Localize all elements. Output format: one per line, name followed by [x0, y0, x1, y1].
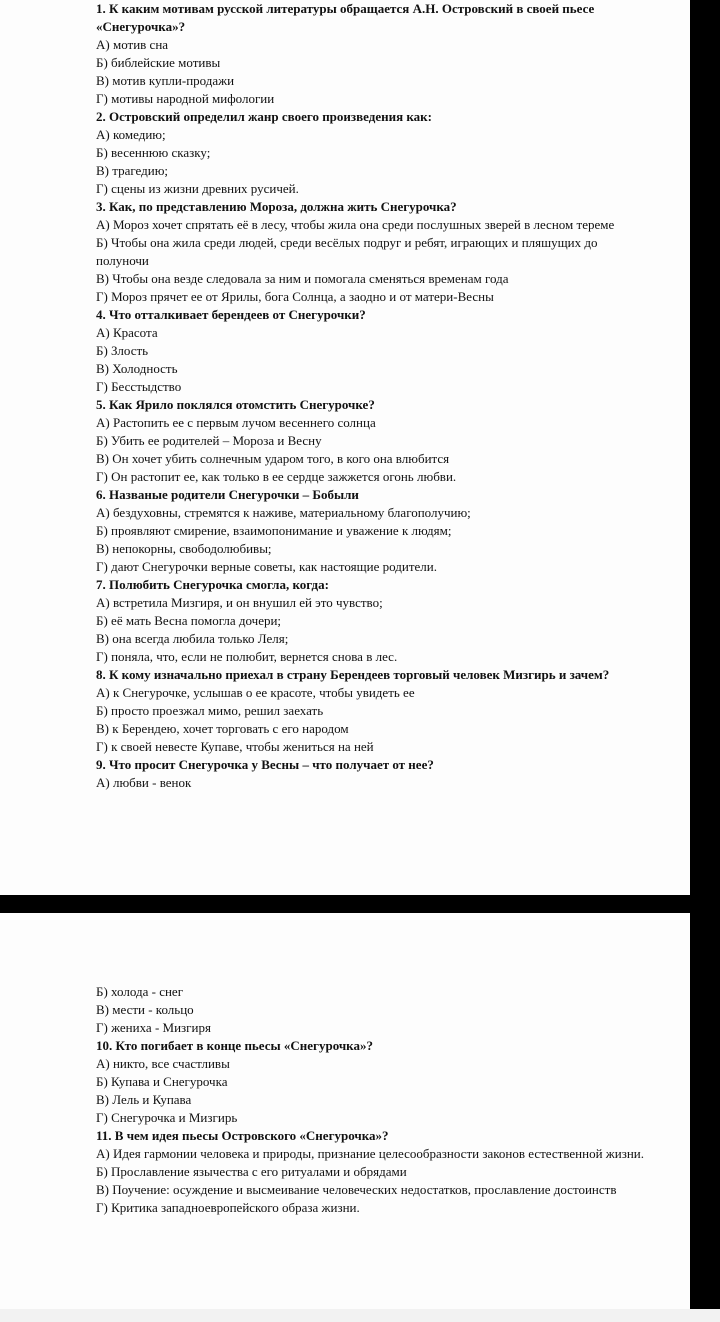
answer-option: А) Красота	[96, 325, 158, 340]
answer-option: А) Растопить ее с первым лучом весеннего солнца	[96, 415, 376, 430]
answer-option: Б) холода - снег	[96, 984, 184, 999]
answer-option: Г) Снегурочка и Мизгирь	[96, 1110, 238, 1125]
answer-option: В) мотив купли-продажи	[96, 73, 235, 88]
answer-option: А) никто, все счастливы	[96, 1056, 230, 1071]
answer-option: А) любви - венок	[96, 775, 192, 790]
answer-option: Г) дают Снегурочки верные советы, как настоящие родители.	[96, 559, 437, 574]
answer-option: Г) к своей невесте Купаве, чтобы жениться на ней	[96, 739, 374, 754]
answer-option: В) к Берендею, хочет торговать с его народом	[96, 721, 349, 736]
answer-option: Б) Купава и Снегурочка	[96, 1074, 228, 1089]
answer-option: Б) проявляют смирение, взаимопонимание и уважение к людям;	[96, 523, 452, 538]
answer-option: В) Он хочет убить солнечным ударом того, в кого она влюбится	[96, 451, 450, 466]
answer-option: Г) жениха - Мизгиря	[96, 1020, 211, 1035]
answer-option: Б) Убить ее родителей – Мороза и Весну	[96, 433, 322, 448]
answer-option: А) Мороз хочет спрятать её в лесу, чтобы жила она среди послушных зверей в лесном тереме	[96, 217, 615, 232]
answer-option: Б) библейские мотивы	[96, 55, 221, 70]
question-title: 1. К каким мотивам русской литературы обращается А.Н. Островский в своей пьесе «Снегурочка»?	[96, 1, 595, 34]
question-title: 8. К кому изначально приехал в страну Берендеев торговый человек Мизгирь и зачем?	[96, 667, 610, 682]
answer-option: В) трагедию;	[96, 163, 169, 178]
answer-option: Г) сцены из жизни древних русичей.	[96, 181, 299, 196]
answer-option: Г) Он растопит ее, как только в ее сердце зажжется огонь любви.	[96, 469, 457, 484]
question-title: 4. Что отталкивает берендеев от Снегурочки?	[96, 307, 366, 322]
answer-option: А) комедию;	[96, 127, 166, 142]
question-title: 7. Полюбить Снегурочка смогла, когда:	[96, 577, 329, 592]
answer-option: Г) поняла, что, если не полюбит, вернется снова в лес.	[96, 649, 398, 664]
answer-option: Б) весеннюю сказку;	[96, 145, 211, 160]
question-title: 2. Островский определил жанр своего произведения как:	[96, 109, 432, 124]
question-title: 11. В чем идея пьесы Островского «Снегурочка»?	[96, 1128, 389, 1143]
answer-option: В) Поучение: осуждение и высмеивание человеческих недостатков, прославление достоинств	[96, 1182, 617, 1197]
answer-option: А) встретила Мизгиря, и он внушил ей это чувство;	[96, 595, 383, 610]
question-title: 6. Названые родители Снегурочки – Бобыли	[96, 487, 359, 502]
answer-option: Б) Прославление язычества с его ритуалами и обрядами	[96, 1164, 407, 1179]
answer-option: А) мотив сна	[96, 37, 169, 52]
answer-option: Б) Злость	[96, 343, 149, 358]
answer-option: А) бездуховны, стремятся к наживе, материальному благополучию;	[96, 505, 471, 520]
question-title: 3. Как, по представлению Мороза, должна жить Снегурочка?	[96, 199, 457, 214]
page-2-content	[96, 983, 650, 1217]
answer-option: Г) Мороз прячет ее от Ярилы, бога Солнца, а заодно и от матери-Весны	[96, 289, 494, 304]
answer-option: В) Чтобы она везде следовала за ним и помогала сменяться временам года	[96, 271, 509, 286]
answer-option: Б) её мать Весна помогла дочери;	[96, 613, 282, 628]
answer-option: Б) Чтобы она жила среди людей, среди весёлых подруг и ребят, играющих и пляшущих до полуночи	[96, 235, 598, 268]
question-title: 9. Что просит Снегурочка у Весны – что получает от нее?	[96, 757, 434, 772]
document-page-2	[0, 913, 690, 1309]
question-title: 5. Как Ярило поклялся отомстить Снегурочке?	[96, 397, 375, 412]
bottom-strip	[0, 1309, 720, 1322]
answer-option: А) к Снегурочке, услышав о ее красоте, чтобы увидеть ее	[96, 685, 415, 700]
page-1-content	[96, 0, 650, 792]
answer-option: В) Лель и Купава	[96, 1092, 192, 1107]
answer-option: В) Холодность	[96, 361, 178, 376]
answer-option: В) непокорны, свободолюбивы;	[96, 541, 272, 556]
answer-option: Г) мотивы народной мифологии	[96, 91, 275, 106]
answer-option: Г) Бесстыдство	[96, 379, 182, 394]
answer-option: В) она всегда любила только Леля;	[96, 631, 289, 646]
question-title: 10. Кто погибает в конце пьесы «Снегурочка»?	[96, 1038, 373, 1053]
answer-option: А) Идея гармонии человека и природы, признание целесообразности законов естественной жизни.	[96, 1146, 645, 1161]
answer-option: Б) просто проезжал мимо, решил заехать	[96, 703, 324, 718]
answer-option: В) мести - кольцо	[96, 1002, 194, 1017]
answer-option: Г) Критика западноевропейского образа жизни.	[96, 1200, 360, 1215]
